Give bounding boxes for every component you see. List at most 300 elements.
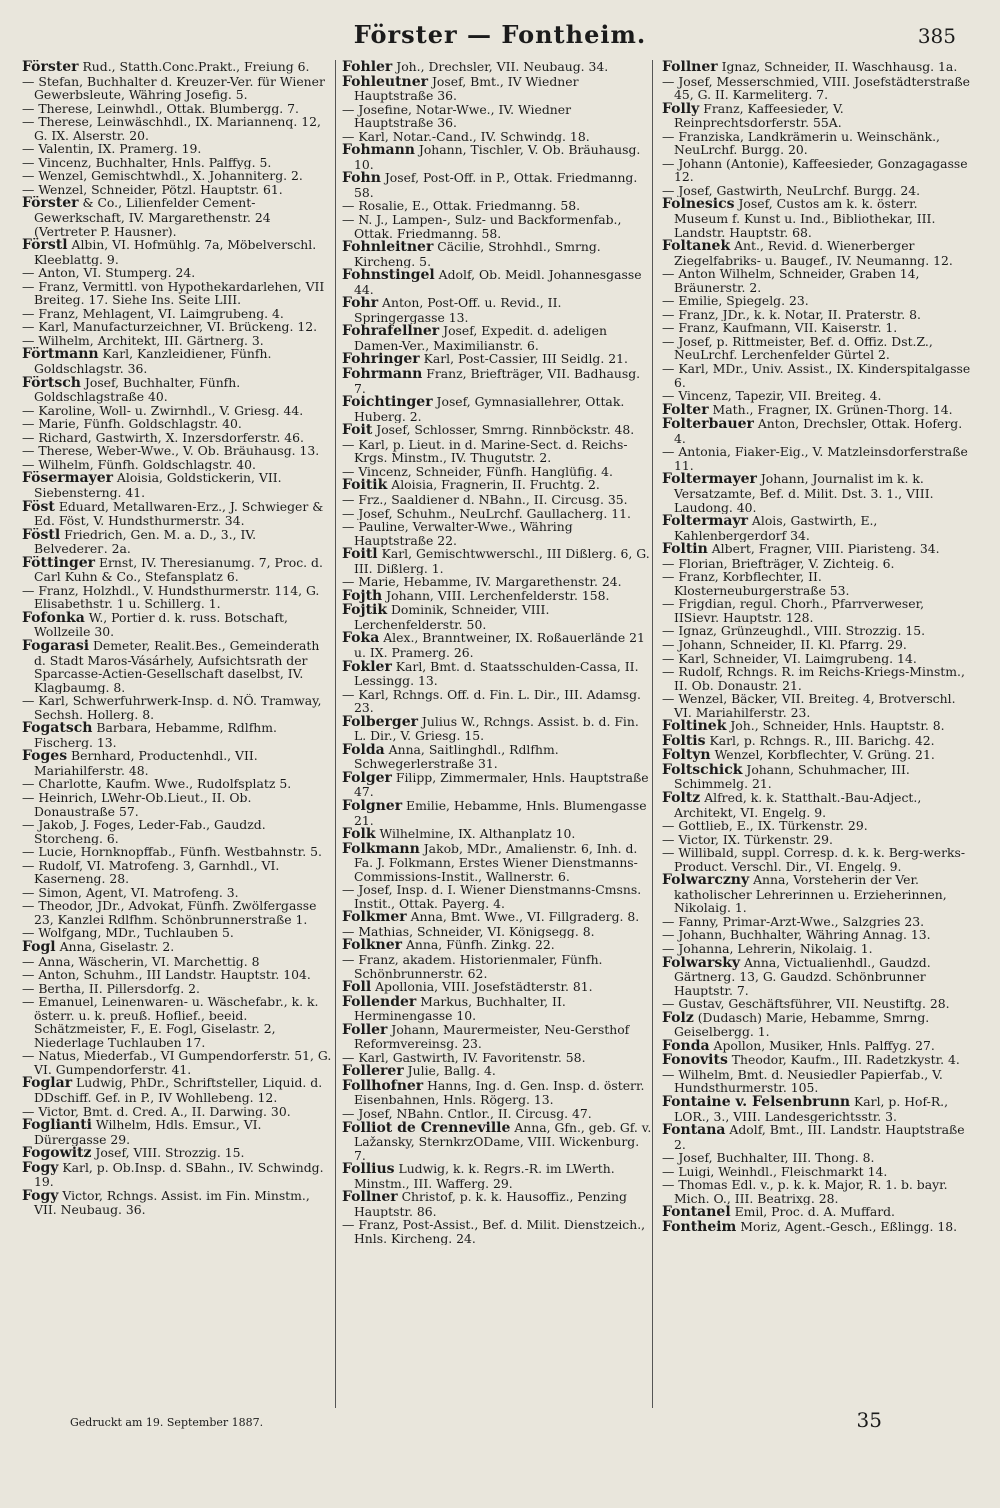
directory-entry [342, 1079, 652, 1107]
directory-entry [22, 307, 332, 321]
directory-entry [342, 1023, 652, 1051]
entry-surname: Fogatsch [22, 721, 93, 737]
directory-entry [22, 431, 332, 445]
directory-entry [22, 845, 332, 859]
entry-details: — Stefan, Buchhalter d. Kreuzer-Ver. für Wiener Gewerbsleute, Währing Josefig. 5. [22, 74, 325, 102]
directory-entry [342, 493, 652, 507]
directory-entry [342, 367, 652, 395]
entry-details: Alois, Gastwirth, E., Kahlenbergerdorf 34. [674, 514, 878, 543]
entry-details: — Karl, Schwerfuhrwerk-Insp. d. NÖ. Tramway, Sechsh. Hollerg. 8. [22, 694, 322, 722]
directory-entry [22, 238, 332, 266]
entry-details: — Richard, Gastwirth, X. Inzersdorferstr. 46. [22, 430, 304, 445]
directory-entry [22, 156, 332, 170]
directory-entry [342, 213, 652, 240]
directory-entry [342, 575, 652, 589]
entry-surname: Folger [342, 770, 392, 786]
entry-surname: Foitik [342, 478, 388, 493]
directory-entry [342, 1051, 652, 1065]
entry-details: — Wilhelm, Fünfh. Goldschlagstr. 40. [22, 457, 256, 472]
entry-surname: Folkner [342, 938, 402, 953]
directory-entry [662, 1053, 972, 1068]
entry-details: Demeter, Realit.Bes., Gemeinderath d. Stadt Maros-Vásárhely, Aufsichtsrath der Sparcasse-Actien-Gesellschaft daselbst, IV. Klagbaumg. 8. [34, 638, 320, 695]
entry-surname: Fohringer [342, 352, 420, 368]
entry-details: Anton, Post-Off. u. Revid., II. Springergasse 13. [354, 296, 562, 325]
directory-entry [662, 665, 972, 692]
entry-details: Anna, Giselastr. 2. [55, 940, 175, 954]
directory-entry [662, 75, 972, 102]
entry-details: — Anna, Wäscherin, VI. Marchettig. 8 [22, 954, 260, 969]
entry-surname: Fontana [662, 1123, 726, 1139]
entry-details: — Ignaz, Grünzeughdl., VIII. Strozzig. 15. [662, 624, 926, 638]
entry-details: Joh., Drechsler, VII. Neubaug. 34. [392, 60, 609, 74]
directory-entry [342, 827, 652, 842]
entry-details: Albert, Fragner, VIII. Piaristeng. 34. [707, 542, 940, 557]
entry-details: Josef, Custos am k. k. österr. Museum f. Kunst u. Ind., Bibliothekar, III. Landstr. Hauptstr. 68. [674, 197, 936, 240]
entry-surname: Fogy [22, 1188, 59, 1204]
directory-entry [662, 638, 972, 652]
directory-entry [662, 942, 972, 956]
entry-surname: Folgner [342, 798, 403, 814]
entry-details: — Karoline, Woll- u. Zwirnhdl., V. Griesg. 44. [22, 403, 304, 418]
entry-details: Karl, p. Rchngs. R., III. Barichg. 42. [705, 733, 935, 748]
entry-details: — Vincenz, Tapezir, VII. Breiteg. 4. [662, 389, 882, 403]
directory-entry [662, 833, 972, 847]
page-title: Förster — Fontheim. [353, 20, 647, 49]
entry-details: — Mathias, Schneider, VI. Königsegg. 8. [342, 924, 595, 939]
directory-entry [662, 997, 972, 1011]
directory-entry [342, 1162, 652, 1190]
entry-details: Josef, Schlosser, Smrng. Rinnböckstr. 48. [372, 423, 635, 438]
entry-details: Adolf, Ob. Meidl. Johannesgasse 44. [354, 268, 642, 297]
entry-details: — Therese, Leinwhdl., Ottak. Blumbergg. 7. [22, 101, 299, 116]
entry-details: Anna, Saitlinghdl., Rdlfhm. Schwegerlerstraße 31. [354, 742, 559, 771]
entry-details: Jakob, MDr., Amalienstr. 6, Inh. d. Fa. J. Folkmann, Erstes Wiener Dienstmanns-Commissions-Instit., Wallnerstr. 6. [354, 841, 638, 884]
entry-details: — Johann, Schneider, II. Kl. Pfarrg. 29. [662, 637, 907, 652]
entry-surname: Fokler [342, 659, 392, 675]
entry-surname: Fohler [342, 60, 393, 75]
directory-entry [22, 955, 332, 969]
entry-details: — Antonia, Fiaker-Eig., V. Matzleinsdorferstraße 11. [662, 445, 968, 473]
directory-entry [22, 1161, 332, 1189]
entry-details: — Franz, JDr., k. k. Notar, II. Praterstr. 8. [662, 307, 921, 322]
directory-entry [22, 1076, 332, 1104]
directory-entry [662, 570, 972, 597]
directory-entry [342, 395, 652, 423]
directory-entry [662, 239, 972, 267]
directory-entry [662, 130, 972, 157]
directory-entry [22, 404, 332, 418]
entry-surname: Fonovits [662, 1053, 728, 1068]
entry-details: Josef, Buchhalter, Fünfh. Goldschlagstraße 40. [34, 375, 241, 404]
entry-details: Theodor, Kaufm., III. Radetzkystr. 4. [727, 1053, 960, 1068]
entry-details: — Fanny, Primar-Arzt-Wwe., Salzgries 23. [662, 914, 925, 929]
entry-surname: Foltz [662, 790, 701, 806]
directory-entry [342, 296, 652, 324]
directory-entry [22, 818, 332, 845]
directory-entry [662, 873, 972, 915]
entry-details: — Emanuel, Leinenwaren- u. Wäschefabr., k. k. österr. u. k. preuß. Hoflief., beeid. Schätzmeister, F., E. Fogl, Giselastr. 2, Niederlage Tuchlauben 17. [22, 995, 319, 1050]
entry-details: W., Portier d. k. russ. Botschaft, Wollzeile 30. [34, 610, 288, 639]
entry-details: — Rudolf, Rchngs. R. im Reichs-Kriegs-Minstm., II. Ob. Donaustr. 21. [662, 665, 965, 693]
entry-details: — Wenzel, Schneider, Pötzl. Hauptstr. 61. [22, 182, 283, 197]
entry-surname: Foltinek [662, 719, 727, 734]
directory-entry [662, 267, 972, 294]
directory-entry [342, 547, 652, 575]
entry-surname: Fohrafellner [342, 324, 440, 340]
directory-entry [662, 157, 972, 184]
entry-surname: Folliot de Crenneville [342, 1120, 511, 1136]
directory-entry [662, 184, 972, 198]
entry-details: — Josef, Schuhm., NeuLrchf. Gaullacherg. 11. [342, 506, 631, 521]
entry-details: — Johann, Buchhalter, Währing Annag. 13. [662, 928, 931, 942]
directory-entry [342, 631, 652, 659]
entry-surname: Förster [22, 60, 79, 75]
directory-entry [22, 777, 332, 791]
entry-surname: Folly [662, 101, 700, 117]
directory-entry [662, 791, 972, 819]
directory-entry [342, 1064, 652, 1079]
entry-details: Ignaz, Schneider, II. Waschhausg. 1a. [717, 60, 958, 74]
entry-details: Johann, Journalist im k. k. Versatzamte, Bef. d. Milit. Dst. 3. 1., VIII. Laudong. 40. [674, 472, 934, 515]
directory-entry [22, 196, 332, 238]
entry-details: Alfred, k. k. Statthalt.-Bau-Adject., Architekt, VI. Engelg. 9. [674, 790, 922, 820]
directory-entry [22, 791, 332, 818]
entry-details: Johann, Tischler, V. Ob. Bräuhausg. 10. [354, 143, 641, 172]
entry-surname: Follner [662, 60, 718, 75]
entry-details: Bernhard, Productenhdl., VII. Mariahilferstr. 48. [34, 749, 258, 778]
entry-details: — Josefine, Notar-Wwe., IV. Wiedner Hauptstraße 36. [342, 102, 572, 130]
entry-surname: Foll [342, 980, 372, 995]
directory-entry [342, 660, 652, 688]
directory-entry [22, 75, 332, 102]
entry-surname: Foitl [342, 547, 378, 563]
directory-entry [662, 389, 972, 403]
directory-entry [662, 1165, 972, 1179]
directory-entry [22, 417, 332, 431]
entry-details: — Emilie, Spiegelg. 23. [662, 294, 809, 308]
entry-details: — Karl, Schneider, VI. Laimgrubeng. 14. [662, 651, 917, 666]
entry-details: Math., Fragner, IX. Grünen-Thorg. 14. [708, 402, 953, 417]
directory-entry [22, 694, 332, 721]
entry-details: — Luigi, Weinhdl., Fleischmarkt 14. [662, 1164, 888, 1179]
directory-entry [342, 240, 652, 268]
entry-surname: Förster [22, 196, 79, 212]
directory-entry [662, 403, 972, 418]
entry-details: Anna, Vorsteherin der Ver. katholischer Lehrerinnen u. Erzieherinnen, Nikolaig. 1. [674, 873, 947, 915]
directory-entry [342, 980, 652, 995]
entry-details: Apollonia, VIII. Josefstädterstr. 81. [371, 980, 593, 995]
entry-details: Barbara, Hebamme, Rdlfhm. Fischerg. 13. [34, 721, 277, 750]
directory-entry [22, 721, 332, 749]
entry-details: Josef, Gymnasiallehrer, Ottak. Huberg. 2. [354, 395, 625, 424]
directory-entry [662, 1123, 972, 1151]
entry-details: — Karl, MDr., Univ. Assist., IX. Kinderspitalgasse 6. [662, 362, 971, 390]
directory-entry [662, 819, 972, 833]
entry-details: — Anton Wilhelm, Schneider, Graben 14, Bräunerstr. 2. [662, 267, 920, 295]
directory-entry [342, 743, 652, 771]
entry-surname: Fogy [22, 1160, 59, 1176]
entry-surname: Follhofner [342, 1078, 424, 1094]
directory-entry [662, 624, 972, 638]
entry-details: — Karl, Gastwirth, IV. Favoritenstr. 58. [342, 1050, 586, 1065]
directory-entry [22, 60, 332, 75]
entry-details: — Vincenz, Schneider, Fünfh. Hanglüfig. 4. [342, 464, 613, 479]
entry-details: — Franz, Kaufmann, VII. Kaiserstr. 1. [662, 321, 898, 335]
entry-details: — Anton, VI. Stumperg. 24. [22, 266, 196, 280]
entry-details: Alex., Branntweiner, IX. Roßauerlände 21 u. IX. Pramerg. 26. [354, 631, 645, 660]
directory-entry [22, 334, 332, 348]
entry-details: Apollon, Musiker, Hnls. Palffyg. 27. [709, 1038, 935, 1053]
entry-details: — N. J., Lampen-, Sulz- und Backformenfab., Ottak. Friedmanng. 58. [342, 213, 622, 241]
entry-surname: Förtsch [22, 375, 81, 391]
directory-entry [342, 799, 652, 827]
entry-surname: Fogowitz [22, 1146, 92, 1161]
entry-details: — Johanna, Lehrerin, Nikolaig. 1. [662, 942, 873, 956]
entry-surname: Föst [22, 499, 55, 515]
directory-entry [342, 883, 652, 910]
entry-details: — Vincenz, Buchhalter, Hnls. Palffyg. 5. [22, 155, 272, 170]
entry-details: — Josef, Insp. d. I. Wiener Dienstmanns-Cmsns. Instit., Ottak. Payerg. 4. [342, 883, 642, 911]
entry-details: — Josef, NBahn. Cntlor., II. Circusg. 47. [342, 1107, 592, 1121]
directory-entry [22, 1189, 332, 1217]
directory-entry [22, 968, 332, 982]
directory-entry [342, 465, 652, 479]
directory-entry [342, 1121, 652, 1163]
entry-surname: Foltschick [662, 762, 743, 778]
entry-surname: Follerer [342, 1064, 404, 1079]
entry-details: Wenzel, Korbflechter, V. Grüng. 21. [710, 748, 935, 763]
directory-entry [662, 846, 972, 873]
directory-entry [662, 1178, 972, 1205]
directory-entry [342, 771, 652, 799]
entry-surname: Follius [342, 1162, 395, 1178]
entry-surname: Fontanel [662, 1205, 731, 1220]
directory-entry [342, 478, 652, 493]
entry-details: — Therese, Leinwäschhdl., IX. Mariannenq. 12, G. IX. Alserstr. 20. [22, 115, 321, 143]
entry-surname: Folnesics [662, 197, 735, 213]
entry-surname: Fohrmann [342, 367, 423, 383]
entry-details: — Gustav, Geschäftsführer, VII. Neustiftg. 28. [662, 997, 950, 1011]
directory-entry [22, 115, 332, 142]
entry-details: — Lucie, Hornknopffab., Fünfh. Westbahnstr. 5. [22, 845, 322, 859]
entry-surname: Fojtik [342, 603, 388, 619]
entry-details: — Wenzel, Gemischtwhdl., X. Johanniterg. 2. [22, 169, 303, 183]
directory-entry [342, 1190, 652, 1218]
entry-details: Karl, Gemischtwwerschl., III Dißlerg. 6, G. III. Dißlerg. 1. [354, 547, 650, 576]
entry-details: — Anton, Schuhm., III Landstr. Hauptstr. 104. [22, 968, 311, 982]
entry-surname: Folkmer [342, 910, 407, 925]
entry-surname: Foglar [22, 1076, 73, 1092]
entry-details: Wilhelm, Hdls. Emsur., VI. Dürergasse 29. [34, 1118, 262, 1147]
directory-entry [662, 472, 972, 514]
column-3 [662, 60, 972, 1410]
directory-entry [662, 1039, 972, 1054]
directory-entry [22, 1146, 332, 1161]
entry-details: Emil, Proc. d. A. Muffard. [730, 1205, 895, 1220]
entry-surname: Föstl [22, 527, 61, 543]
page-number: 385 [917, 24, 956, 48]
entry-details: — Franz, Post-Assist., Bef. d. Milit. Dienstzeich., Hnls. Kircheng. 24. [342, 1218, 646, 1246]
directory-entry [662, 294, 972, 308]
directory-entry [22, 1049, 332, 1076]
directory-entry [342, 507, 652, 521]
entry-details: — Wolfgang, MDr., Tuchlauben 5. [22, 926, 234, 940]
entry-details: — Thomas Edl. v., p. k. k. Major, R. 1. b. bayr. Mich. O., III. Beatrixg. 28. [662, 1178, 948, 1206]
entry-details: — Karl, p. Lieut. in d. Marine-Sect. d. Reichs-Krgs. Minstm., IV. Thugutstr. 2. [342, 437, 628, 465]
directory-entry [342, 352, 652, 367]
entry-details: — Gottlieb, E., IX. Türkenstr. 29. [662, 819, 868, 833]
entry-surname: Folk [342, 827, 376, 842]
entry-details: — Josef, Buchhalter, III. Thong. 8. [662, 1151, 875, 1165]
entry-details: — Simon, Agent, VI. Matrofeng. 3. [22, 885, 239, 900]
directory-entry [662, 60, 972, 75]
entry-details: — Wenzel, Bäcker, VII. Breiteg. 4, Brotverschl. VI. Mariahilferstr. 23. [662, 692, 956, 720]
directory-entry [342, 953, 652, 980]
entry-details: Karl, Post-Cassier, III Seidlg. 21. [419, 352, 628, 367]
entry-surname: Fogl [22, 940, 56, 955]
entry-details: Johann, Maurermeister, Neu-Gersthof Reformvereinsg. 23. [354, 1022, 630, 1051]
entry-details: — Jakob, J. Foges, Leder-Fab., Gaudzd. Storcheng. 6. [22, 818, 266, 846]
entry-surname: Foichtinger [342, 395, 433, 411]
directory-entry [662, 1095, 972, 1123]
entry-surname: Foltis [662, 733, 706, 749]
entry-details: Anna, Gfn., geb. Gf. v. Lažansky, SternkrzODame, VIII. Wickenburg. 7. [354, 1120, 652, 1163]
entry-surname: Foltin [662, 542, 708, 557]
entry-surname: Foges [22, 749, 68, 765]
directory-entry [22, 995, 332, 1049]
directory-entry [342, 995, 652, 1023]
directory-entry [22, 899, 332, 926]
directory-entry [22, 611, 332, 639]
entry-surname: Förstl [22, 238, 68, 254]
entry-details: Josef, VIII. Strozzig. 15. [91, 1146, 245, 1161]
directory-entry [662, 197, 972, 239]
entry-surname: Foller [342, 1022, 388, 1038]
entry-details: Franz, Kaffeesieder, V. Reinprechtsdorferstr. 55A. [674, 101, 844, 130]
entry-details: — Franz, Holzhdl., V. Hundsthurmerstr. 114, G. Elisabethstr. 1 u. Schillerg. 1. [22, 583, 320, 611]
entry-surname: Folberger [342, 714, 418, 730]
entry-surname: Fontaine v. Felsenbrunn [662, 1095, 851, 1111]
entry-surname: Foltanek [662, 239, 731, 255]
entry-details: Julie, Ballg. 4. [403, 1064, 496, 1079]
directory-entry [342, 324, 652, 352]
entry-surname: Follender [342, 994, 417, 1010]
directory-entry [662, 514, 972, 542]
entry-details: — Pauline, Verwalter-Wwe., Währing Hauptstraße 22. [342, 520, 573, 548]
entry-details: Rud., Statth.Conc.Prakt., Freiung 6. [78, 60, 310, 74]
entry-details: — Wilhelm, Bmt. d. Neusiedler Papierfab., V. Hundsthurmerstr. 105. [662, 1067, 943, 1096]
entry-details: — Frigdian, regul. Chorh., Pfarrverweser, IISievr. Hauptstr. 128. [662, 597, 925, 625]
directory-entry [342, 925, 652, 939]
directory-entry [22, 444, 332, 458]
entry-details: — Frz., Saaldiener d. NBahn., II. Circusg. 35. [342, 492, 628, 507]
entry-surname: Foka [342, 631, 380, 647]
entry-details: Ludwig, PhDr., Schriftsteller, Liquid. d. DDschiff. Gef. in P., IV Wohllebeng. 12. [34, 1076, 323, 1105]
directory-entry [22, 886, 332, 900]
entry-details: — Josef, Gastwirth, NeuLrchf. Burgg. 24. [662, 183, 921, 198]
entry-details: Ernst, IV. Theresianumg. 7, Proc. d. Carl Kuhn & Co., Stefansplatz 6. [34, 555, 323, 584]
entry-surname: Förtmann [22, 347, 99, 363]
directory-entry [662, 557, 972, 571]
entry-surname: Folterbauer [662, 417, 754, 433]
directory-entry [22, 102, 332, 116]
page-header [0, 18, 1000, 58]
entry-details: Wilhelmine, IX. Althanplatz 10. [375, 827, 576, 842]
directory-entry [22, 458, 332, 472]
entry-surname: Fohnleitner [342, 240, 434, 256]
directory-entry [342, 199, 652, 213]
directory-entry [22, 926, 332, 940]
entry-details: Ant., Revid. d. Wienerberger Ziegelfabriks- u. Baugef., IV. Neumanng. 12. [674, 239, 953, 268]
entry-details: Adolf, Bmt., III. Landstr. Hauptstraße 2. [674, 1123, 965, 1152]
entry-surname: Folter [662, 402, 709, 418]
entry-details: Anton, Drechsler, Ottak. Hoferg. 4. [674, 417, 963, 446]
directory-entry [342, 143, 652, 171]
entry-details: — Franz, Vermittl. von Hypothekardarlehen, VII Breiteg. 17. Siehe Ins. Seite LIII. [22, 279, 325, 307]
directory-entry [22, 1105, 332, 1119]
entry-surname: Föttinger [22, 555, 96, 571]
entry-details: Karl, p. Hof-R., LOR., 3., VIII. Landesgerichtsstr. 3. [674, 1095, 949, 1124]
directory-entry [342, 688, 652, 715]
entry-surname: Foglianti [22, 1118, 92, 1134]
directory-entry [662, 719, 972, 734]
entry-details: — Victor, IX. Türkenstr. 29. [662, 832, 833, 847]
directory-entry [22, 183, 332, 197]
print-date: Gedruckt am 19. September 1887. [70, 1416, 264, 1429]
directory-entry [342, 423, 652, 438]
entry-details: — Josef, Messerschmied, VIII. Josefstädterstraße 45, G. II. Karmeliterg. 7. [662, 74, 970, 102]
entry-details: Josef, Expedit. d. adeligen Damen-Ver., Maximilianstr. 6. [354, 324, 607, 353]
directory-entry [662, 1151, 972, 1165]
directory-entry [22, 584, 332, 611]
directory-entry [22, 376, 332, 404]
entry-details: — Charlotte, Kaufm. Wwe., Rudolfsplatz 5. [22, 777, 292, 791]
directory-entry [342, 103, 652, 130]
directory-entry [342, 520, 652, 547]
entry-surname: Fösermayer [22, 471, 113, 487]
directory-entry [22, 556, 332, 584]
directory-entry [342, 171, 652, 199]
entry-details: Franz, Briefträger, VII. Badhausg. 7. [354, 367, 641, 396]
entry-details: Hanns, Ing. d. Gen. Insp. d. österr. Eisenbahnen, Hnls. Rögerg. 13. [354, 1078, 645, 1108]
directory-entry [662, 1205, 972, 1220]
entry-details: — Heinrich, LWehr-Ob.Lieut., II. Ob. Donaustraße 57. [22, 790, 252, 819]
directory-entry [342, 75, 652, 103]
entry-details: Johann, Schuhmacher, III. Schimmelg. 21. [674, 762, 910, 791]
entry-surname: Foltyn [662, 748, 711, 763]
directory-entry [662, 102, 972, 130]
directory-entry [342, 1107, 652, 1121]
entry-details: — Rudolf, VI. Matrofeng. 3, Garnhdl., VI. Kaserneng. 28. [22, 858, 280, 886]
directory-entry [22, 982, 332, 996]
entry-details: Cäcilie, Strohhdl., Smrng. Kircheng. 5. [354, 240, 601, 269]
entry-details: — Johann (Antonie), Kaffeesieder, Gonzagagasse 12. [662, 156, 968, 184]
directory-entry [662, 445, 972, 472]
directory-entry [342, 715, 652, 743]
directory-entry [662, 542, 972, 557]
entry-details: Markus, Buchhalter, II. Herminengasse 10. [354, 994, 566, 1023]
directory-entry [662, 1068, 972, 1095]
directory-entry [22, 266, 332, 280]
entry-details: — Marie, Fünfh. Goldschlagstr. 40. [22, 417, 242, 431]
entry-details: Albin, VI. Hofmühlg. 7a, Möbelverschl. Kleeblattg. 9. [34, 238, 317, 267]
entry-details: — Willibald, suppl. Corresp. d. k. k. Berg-werks-Product. Verschl. Dir., VI. Engelg. 9. [662, 846, 966, 874]
entry-surname: Fojth [342, 588, 383, 604]
entry-details: Moriz, Agent.-Gesch., Eßlingg. 18. [736, 1219, 958, 1234]
directory-entry [342, 1218, 652, 1245]
entry-details: Anna, Fünfh. Zinkg. 22. [402, 938, 555, 953]
entry-details: Filipp, Zimmermaler, Hnls. Hauptstraße 47. [354, 770, 649, 799]
